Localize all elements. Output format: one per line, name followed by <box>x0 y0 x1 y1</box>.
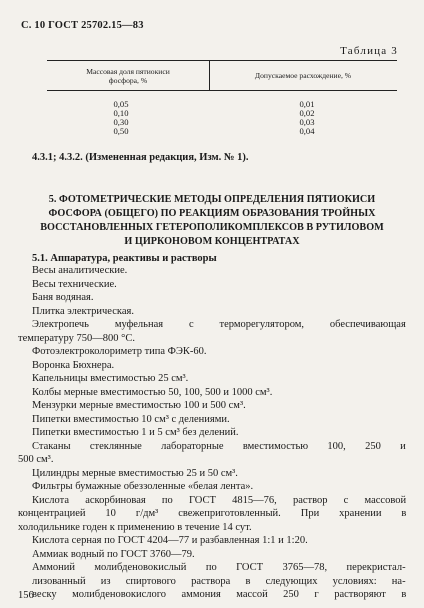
body-line: температуру 750—800 °С. <box>18 332 135 344</box>
body-line: Колбы мерные вместимостью 50, 100, 500 и 1000 см³. <box>32 386 273 398</box>
body-line: Фотоэлектроколориметр типа ФЭК-60. <box>32 346 207 357</box>
table-col2-header: Допускаемое расхождение, % <box>254 71 352 80</box>
page-number: 156 <box>18 590 34 601</box>
body-line: Весы аналитические. <box>32 265 128 276</box>
data-table <box>47 60 397 138</box>
body-line: Фильтры бумажные обеззоленные «белая лента». <box>32 481 254 492</box>
section-heading-line: ФОСФОРА (ОБЩЕГО) ПО РЕАКЦИЯМ ОБРАЗОВАНИЯ ТРОЙНЫХ <box>48 208 376 219</box>
body-line: Кислота аскорбиновая по ГОСТ 4815—76, раствор с массовой <box>32 494 407 506</box>
body-line: Воронка Бюхнера. <box>32 359 115 371</box>
table-col1-header-line1: Массовая доля пятиокиси <box>86 67 170 76</box>
body-line: веску молибденовокислого аммония массой 250 г растворяют в <box>32 589 407 600</box>
table-cell: 0,01 <box>299 99 315 109</box>
section-heading <box>18 193 406 249</box>
body-line: Плитка электрическая. <box>32 305 134 317</box>
body-line: Капельницы вместимостью 25 см³. <box>32 373 189 384</box>
amendment-note: 4.3.1; 4.3.2. (Измененная редакция, Изм. № 1). <box>32 152 249 163</box>
page-header: С. 10 ГОСТ 25702.15—83 <box>21 20 144 31</box>
table-header-rule <box>47 90 397 91</box>
table-cell: 0,10 <box>113 108 129 118</box>
table-cell: 0,50 <box>113 126 129 136</box>
table-cell: 0,30 <box>113 117 129 127</box>
section-heading-line: 5. ФОТОМЕТРИЧЕСКИЕ МЕТОДЫ ОПРЕДЕЛЕНИЯ ПЯТИОКИСИ <box>48 194 376 205</box>
table-cell: 0,05 <box>113 99 129 109</box>
subsection-title: 5.1. Аппаратура, реактивы и растворы <box>32 253 217 264</box>
body-line: Пипетки вместимостью 1 и 5 см³ без делений. <box>32 427 239 438</box>
body-line: Пипетки вместимостью 10 см³ с делениями. <box>32 413 230 425</box>
table-col1-header <box>47 68 209 85</box>
table-top-rule <box>47 60 397 61</box>
body-line: Мензурки мерные вместимостью 100 и 500 см³. <box>32 400 246 411</box>
table-col1-header-line2: фосфора, % <box>108 75 148 85</box>
body-line: Баня водяная. <box>32 292 94 303</box>
body-line: Весы технические. <box>32 278 117 290</box>
table-cell: 0,03 <box>299 117 315 127</box>
body-line: Стаканы стеклянные лабораторные вместимостью 100, 250 и <box>32 440 406 452</box>
body-line: Аммиак водный по ГОСТ 3760—79. <box>32 548 195 560</box>
table-cell: 0,04 <box>299 126 315 136</box>
body-line: Электропечь муфельная с терморегулятором, обеспечивающая <box>32 319 406 330</box>
section-heading-line: ВОССТАНОВЛЕННЫХ ГЕТЕРОПОЛИКОМПЛЕКСОВ В РУТИЛОВОМ <box>40 222 384 233</box>
body-line: холодильнике годен к применению в течение 14 сут. <box>18 521 252 533</box>
body-line: концентрацией 10 г/дм³ свежеприготовленный. При хранении в <box>18 508 407 519</box>
table-caption: Таблица 3 <box>340 45 398 57</box>
body-line: лизованный из спиртового раствора в следующих условиях: на- <box>32 575 406 587</box>
body-line: 500 см³. <box>18 454 54 465</box>
table-cell: 0,02 <box>299 108 315 118</box>
body-line: Кислота серная по ГОСТ 4204—77 и разбавленная 1:1 и 1:20. <box>32 535 308 546</box>
body-line: Аммоний молибденовокислый по ГОСТ 3765—78, перекристал- <box>32 562 406 573</box>
body-line: Цилиндры мерные вместимостью 25 и 50 см³. <box>32 467 238 479</box>
section-heading-line: И ЦИРКОНОВОМ КОНЦЕНТРАТАХ <box>124 236 300 247</box>
